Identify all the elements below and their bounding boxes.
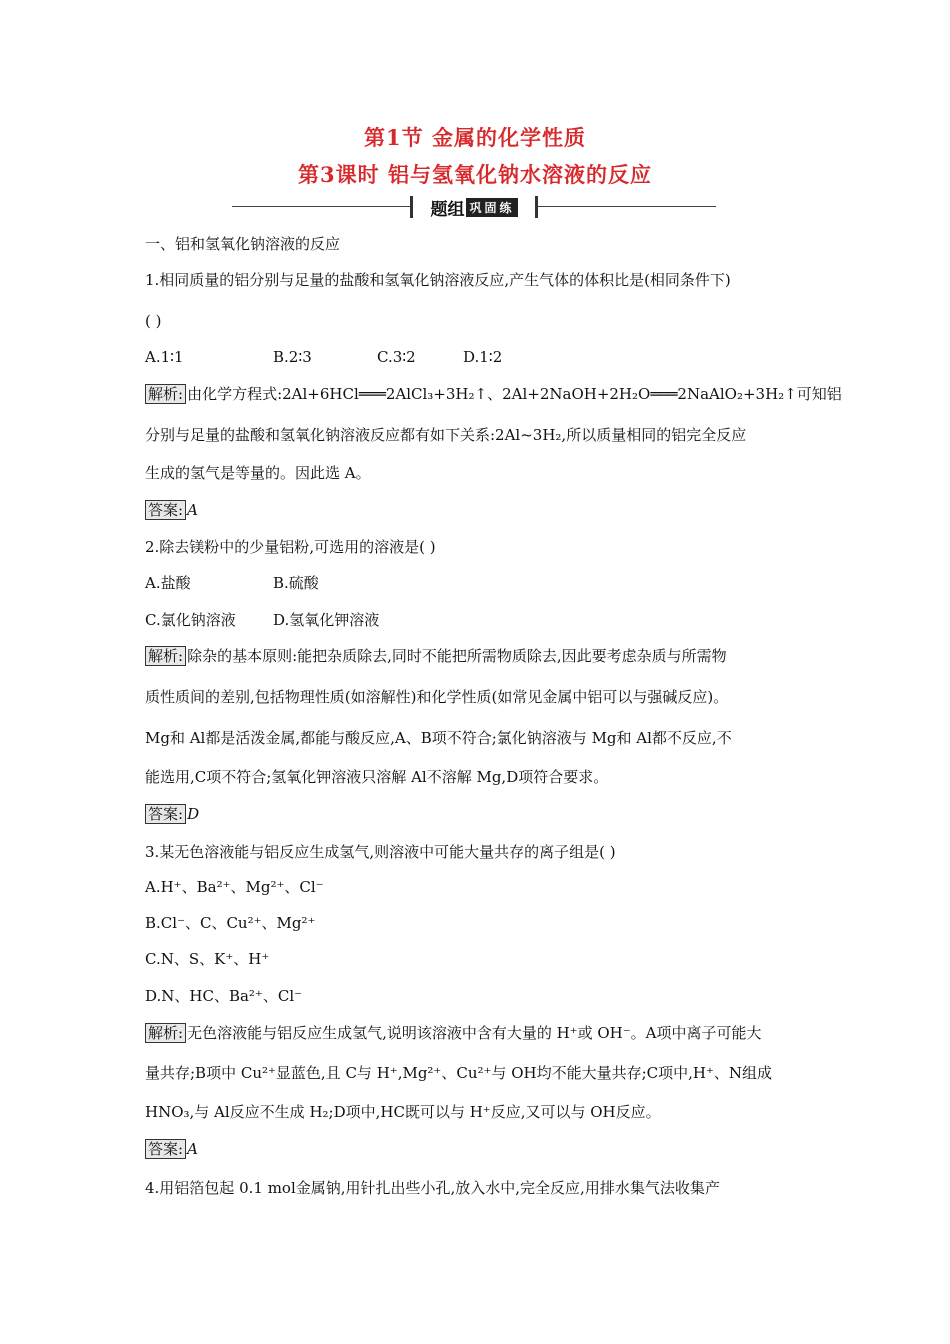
q1-option-a: A.1∶1 [145,348,184,366]
q2-answer-value: D [187,805,200,823]
answer-label: 答案: [145,1139,186,1159]
q2-option-a: A.盐酸 [145,574,191,592]
q3-analysis-text-1: 无色溶液能与铝反应生成氢气,说明该溶液中含有大量的 H⁺或 OH⁻。A项中离子可能大 [187,1024,762,1042]
exercise-banner [232,196,716,218]
q3-answer-value: A [187,1140,198,1158]
part-heading: 一、铝和氢氧化钠溶液的反应 [145,235,341,253]
analysis-label: 解析: [145,384,186,404]
q2-option-d: D.氢氧化钾溶液 [273,611,380,629]
analysis-label: 解析: [145,1023,186,1043]
q3-option-d: D.N、HC、Ba²⁺、Cl⁻ [145,987,303,1005]
q4-stem: 4.用铝箔包起 0.1 mol金属钠,用针扎出些小孔,放入水中,完全反应,用排水集气法收集产 [145,1179,720,1197]
answer-label: 答案: [145,500,186,520]
banner-divider-left [232,206,410,207]
q2-stem: 2.除去镁粉中的少量铝粉,可选用的溶液是( ) [145,538,436,556]
q3-analysis-line-3: HNO₃,与 Al反应不生成 H₂;D项中,HC既可以与 H⁺反应,又可以与 OH反应。 [145,1103,661,1121]
q1-stem: 1.相同质量的铝分别与足量的盐酸和氢氧化钠溶液反应,产生气体的体积比是(相同条件下) [145,271,731,289]
q1-analysis-text-1: 由化学方程式:2Al+6HCl═══2AlCl₃+3H₂↑、2Al+2NaOH+2H₂O═══2NaAlO₂+3H₂↑可知铝 [187,385,842,403]
lesson-title: 第3课时 铝与氢氧化钠水溶液的反应 [298,162,652,187]
q3-option-b: B.Cl⁻、C、Cu²⁺、Mg²⁺ [145,914,316,932]
q2-analysis-text-1: 除杂的基本原则:能把杂质除去,同时不能把所需物质除去,因此要考虑杂质与所需物 [187,647,727,665]
q3-option-c: C.N、S、K⁺、H⁺ [145,950,270,968]
q1-analysis-line-1 [145,384,842,404]
banner-divider-right [538,206,716,207]
q1-answer [145,500,810,520]
q1-analysis-line-3: 生成的氢气是等量的。因此选 A。 [145,464,371,482]
q3-analysis-line-1 [145,1023,810,1043]
q1-paren: ( ) [145,312,162,330]
banner-tag: 巩固练 [466,198,517,217]
q1-option-d: D.1∶2 [463,348,503,366]
q2-analysis-line-2: 质性质间的差别,包括物理性质(如溶解性)和化学性质(如常见金属中铝可以与强碱反应)。 [145,688,729,706]
q3-answer [145,1139,810,1159]
q2-analysis-line-3: Mg和 Al都是活泼金属,都能与酸反应,A、B项不符合;氯化钠溶液与 Mg和 Al都不反应,不 [145,729,732,747]
section-title: 第1节 金属的化学性质 [364,125,586,150]
analysis-label: 解析: [145,646,186,666]
banner-label: 题组 [430,199,465,220]
q2-option-b: B.硫酸 [273,574,319,592]
q1-analysis-line-2: 分别与足量的盐酸和氢氧化钠溶液反应都有如下关系:2Al~3H₂,所以质量相同的铝完全反应 [145,426,747,444]
q2-analysis-line-1 [145,646,810,666]
q2-answer [145,804,810,824]
answer-label: 答案: [145,804,186,824]
banner-box [410,196,538,218]
q3-option-a: A.H⁺、Ba²⁺、Mg²⁺、Cl⁻ [145,878,324,896]
q3-analysis-line-2: 量共存;B项中 Cu²⁺显蓝色,且 C与 H⁺,Mg²⁺、Cu²⁺与 OH均不能大量共存;C项中,H⁺、N组成 [145,1064,772,1082]
q2-option-c: C.氯化钠溶液 [145,611,236,629]
q1-option-c: C.3∶2 [377,348,416,366]
q1-option-b: B.2∶3 [273,348,312,366]
q2-analysis-line-4: 能选用,C项不符合;氢氧化钾溶液只溶解 Al不溶解 Mg,D项符合要求。 [145,768,609,786]
q3-stem: 3.某无色溶液能与铝反应生成氢气,则溶液中可能大量共存的离子组是( ) [145,843,616,861]
q1-answer-value: A [187,501,198,519]
